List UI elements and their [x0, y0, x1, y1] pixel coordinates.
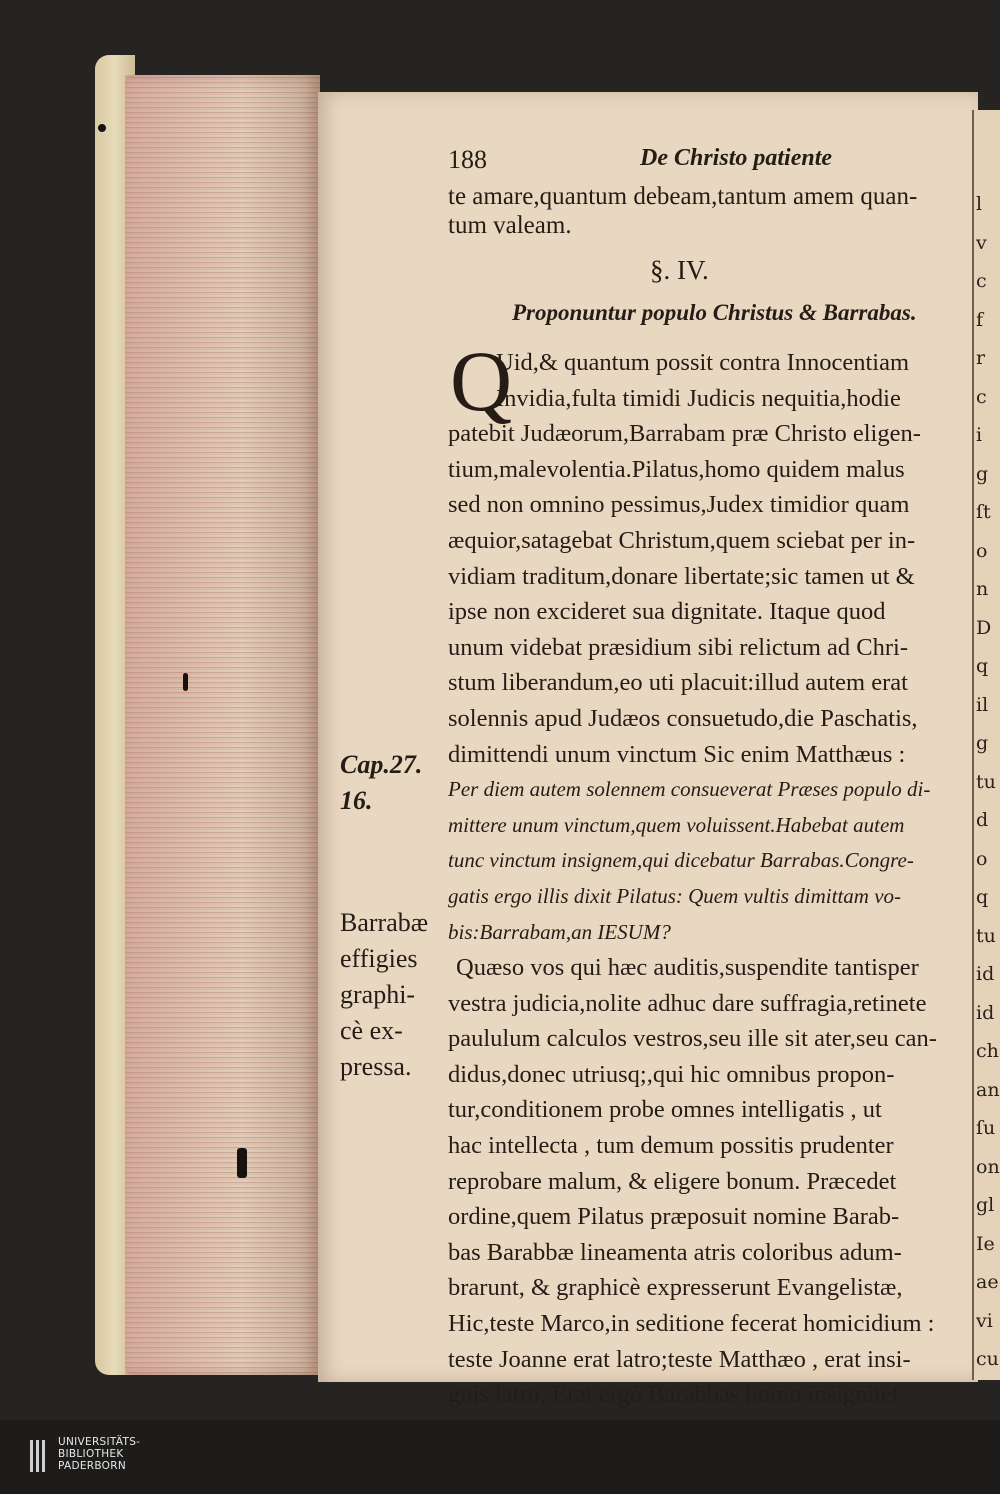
- binding-mark: [183, 673, 188, 691]
- text-line: unum videbat præsidium sibi relictum ad Chri-: [448, 633, 908, 661]
- fragment: tu: [976, 770, 996, 793]
- text-line: gnis latro, Erat ergò Barabbas homo insignitet: [448, 1381, 899, 1409]
- quotation-line: Per diem autem solennem consueverat Præses populo di-: [448, 777, 931, 802]
- fragment: tu: [976, 924, 996, 947]
- text-line: teste Joanne erat latro;teste Matthæo , erat insi-: [448, 1345, 911, 1373]
- page-fore-edge: [125, 75, 320, 1375]
- text-line: Invidia,fulta timidi Judicis nequitia,hodie: [496, 384, 901, 412]
- fragment: g: [976, 732, 989, 754]
- text-line: reprobare malum, & eligere bonum. Præcedet: [448, 1167, 897, 1195]
- text-line: stum liberandum,eo uti placuit:illud autem erat: [448, 669, 908, 697]
- text-line: ipse non excideret sua dignitate. Itaque quod: [448, 598, 886, 626]
- text-line: sed non omnino pessimus,Judex timidior quam: [448, 491, 910, 519]
- fragment: vi: [976, 1309, 993, 1332]
- text-line: patebit Judæorum,Barrabam præ Christo eligen-: [448, 420, 921, 448]
- margin-note-line: cè ex-: [340, 1016, 403, 1045]
- main-text-block: [448, 345, 968, 1448]
- fragment: i: [976, 424, 983, 446]
- fragment: on: [976, 1155, 1000, 1178]
- fragment: id: [976, 963, 995, 985]
- page-number: 188: [448, 145, 487, 174]
- text-line: tium,malevolentia.Pilatus,homo quidem malus: [448, 455, 905, 483]
- fragment: v: [976, 231, 987, 254]
- quotation-line: mittere unum vinctum,quem voluissent.Habebat autem: [448, 812, 905, 837]
- fragment: q: [976, 886, 989, 908]
- fragment: n: [976, 578, 989, 600]
- text-line: te amare,quantum debeam,tantum amem quan-: [448, 183, 918, 210]
- quotation-line: bis:Barrabam,an IESUM?: [448, 919, 671, 944]
- drop-cap: Q: [450, 333, 513, 429]
- binding-dot: [98, 124, 106, 132]
- margin-note: [340, 905, 428, 1085]
- fragment: l: [976, 193, 983, 215]
- fragment: ch: [976, 1040, 999, 1062]
- text-line: vidiam traditum,donare libertate;sic tamen ut &: [448, 562, 915, 590]
- fragment: f: [976, 308, 984, 331]
- text-line: Uid,& quantum possit contra Innocentiam: [496, 349, 910, 376]
- text-line: tum valeam.: [448, 212, 572, 239]
- fragment: d: [976, 809, 989, 831]
- fragment: ſt: [976, 501, 991, 523]
- binding-mark: [237, 1148, 247, 1178]
- logo-line: PADERBORN: [58, 1460, 126, 1472]
- library-logo-icon: [30, 1440, 48, 1472]
- section-heading: §. IV.: [650, 255, 709, 285]
- fragment: q: [976, 655, 989, 677]
- quotation-line: tunc vinctum insignem,qui dicebatur Barrabas.Congre-: [448, 848, 914, 873]
- margin-reference: [340, 747, 422, 819]
- fragment: gl: [976, 1194, 995, 1216]
- fragment: Ie: [976, 1232, 995, 1255]
- fragment: cu: [976, 1348, 999, 1370]
- logo-line: UNIVERSITÄTS-: [58, 1436, 141, 1448]
- library-logo-text: [58, 1436, 140, 1472]
- quotation-line: gatis ergo illis dixit Pilatus: Quem vultis dimittam vo-: [448, 883, 902, 908]
- fragment: o: [976, 539, 988, 562]
- margin-note-line: pressa.: [340, 1052, 412, 1081]
- fragment: an: [976, 1078, 1000, 1101]
- fragment: c: [976, 385, 987, 408]
- text-line: Hic,teste Marco,in seditione fecerat homicidium :: [448, 1310, 935, 1338]
- fragment: il: [976, 693, 989, 716]
- fragment: ae: [976, 1271, 999, 1293]
- text-line: paululum calculos vestros,seu ille sit ater,seu can-: [448, 1025, 937, 1053]
- fragment: no: [976, 1386, 1000, 1409]
- text-line: tur,conditionem probe omnes intelligatis , ut: [448, 1096, 882, 1124]
- logo-line: BIBLIOTHEK: [58, 1448, 124, 1460]
- margin-note-line: Barrabæ: [340, 908, 429, 937]
- fragment: id: [976, 1001, 995, 1024]
- subheading: Proponuntur populo Christus & Barrabas.: [512, 300, 917, 325]
- text-line: hac intellecta , tum demum possitis prudenter: [448, 1132, 894, 1160]
- fragment: D: [976, 616, 992, 639]
- fragment: c: [976, 270, 987, 292]
- fragment: ſu: [976, 1117, 996, 1139]
- margin-reference-chapter: Cap.27.: [340, 750, 423, 779]
- text-line: æquior,satagebat Christum,quem sciebat per in-: [448, 526, 916, 554]
- facing-page-text: [976, 185, 1000, 1456]
- text-line: Quæso vos qui hæc auditis,suspendite tantisper: [456, 954, 919, 982]
- fragment: r: [976, 347, 986, 369]
- fragment: o: [976, 847, 988, 870]
- text-line: ordine,quem Pilatus præposuit nomine Barab-: [448, 1203, 900, 1231]
- text-line: vestra judicia,nolite adhuc dare suffragia,retinete: [448, 989, 927, 1017]
- running-title: De Christo patiente: [640, 145, 833, 171]
- margin-note-line: graphi-: [340, 980, 416, 1009]
- text-line: dimittendi unum vinctum Sic enim Matthæus :: [448, 740, 906, 768]
- text-line: solennis apud Judæos consuetudo,die Paschatis,: [448, 704, 918, 732]
- text-line: didus,donec utriusq;,qui hic omnibus propon-: [448, 1060, 895, 1088]
- margin-reference-verse: 16.: [340, 786, 373, 815]
- footer-bar: [0, 1420, 1000, 1494]
- margin-note-line: effigies: [340, 944, 418, 973]
- text-line: brarunt, & graphicè expresserunt Evangelistæ,: [448, 1274, 903, 1302]
- fragment: g: [976, 462, 989, 485]
- text-line: bas Barabbæ lineamenta atris coloribus adum-: [448, 1238, 902, 1266]
